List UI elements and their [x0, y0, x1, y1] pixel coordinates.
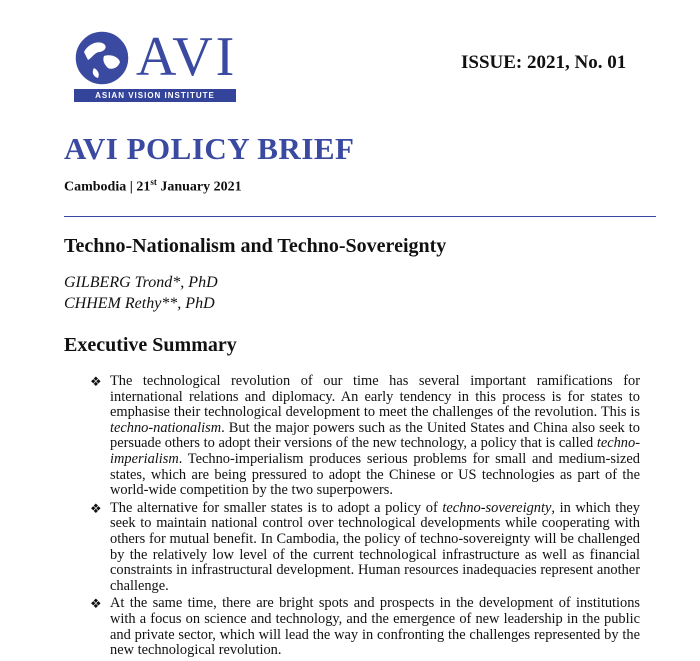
document-subtitle: Techno-Nationalism and Techno-Sovereignty: [64, 235, 447, 257]
avi-logo: [70, 28, 240, 104]
issue-label: ISSUE: 2021, No. 01: [461, 52, 627, 73]
divider: [64, 216, 656, 217]
bullet-term: techno-sovereignty: [442, 499, 552, 516]
bullet-text: , in which they seek to maintain national control over technological developments while cooperating with others for mutual benefit. In Cambodia, the policy of techno-sovereignty will be challenged by the relatively low level of the current technological infrastructure as well as financial constraints in infrastructural development. Human resources inadequacies represent another challenge.: [110, 499, 641, 594]
bullet-term: techno-nationalism: [110, 419, 222, 436]
logo-wordmark: AVI: [136, 26, 238, 88]
author: CHHEM Rethy**, PhD: [64, 295, 215, 312]
bullet-text: At the same time, there are bright spots and prospects in the development of institutions with a focus on science and technology, and the emergence of new leadership in the public and private sector, which will lead the way in confronting the challenges represented by the new technological revolution.: [110, 595, 640, 659]
bullet-text: . Techno-imperialism produces serious problems for small and medium-sized states, which are being pressured to adopt the Chinese or US technologies as part of the world-wide competition by the two superpowers.: [110, 450, 640, 499]
summary-bullet: [90, 374, 640, 499]
section-heading: Executive Summary: [64, 334, 237, 356]
author: GILBERG Trond*, PhD: [64, 274, 218, 291]
dateline-ordinal: st: [150, 177, 157, 187]
bullet-term: techno-imperialism: [110, 435, 640, 467]
dateline: [64, 177, 242, 196]
bullet-text: . But the major powers such as the United States and China also seek to persuade others to adopt their versions of the new technology, a policy that is called: [110, 419, 640, 452]
globe-icon: [74, 30, 130, 86]
dateline-place: Cambodia | 21: [64, 179, 151, 195]
bullet-text: The technological revolution of our time has several important ramifications for international relations and diplomacy. An early tendency in this process is for states to emphasise their technological development to meet the challenges of the revolution. This is: [110, 373, 640, 421]
dateline-date: January 2021: [156, 179, 242, 195]
summary-list: [90, 374, 640, 661]
bullet-text: The alternative for smaller states is to adopt a policy of: [110, 499, 443, 516]
brief-title: AVI POLICY BRIEF: [64, 131, 355, 166]
logo-subtitle: ASIAN VISION INSTITUTE: [74, 89, 236, 102]
authors: [64, 272, 218, 314]
summary-bullet: [90, 501, 640, 595]
summary-bullet: [90, 596, 640, 658]
